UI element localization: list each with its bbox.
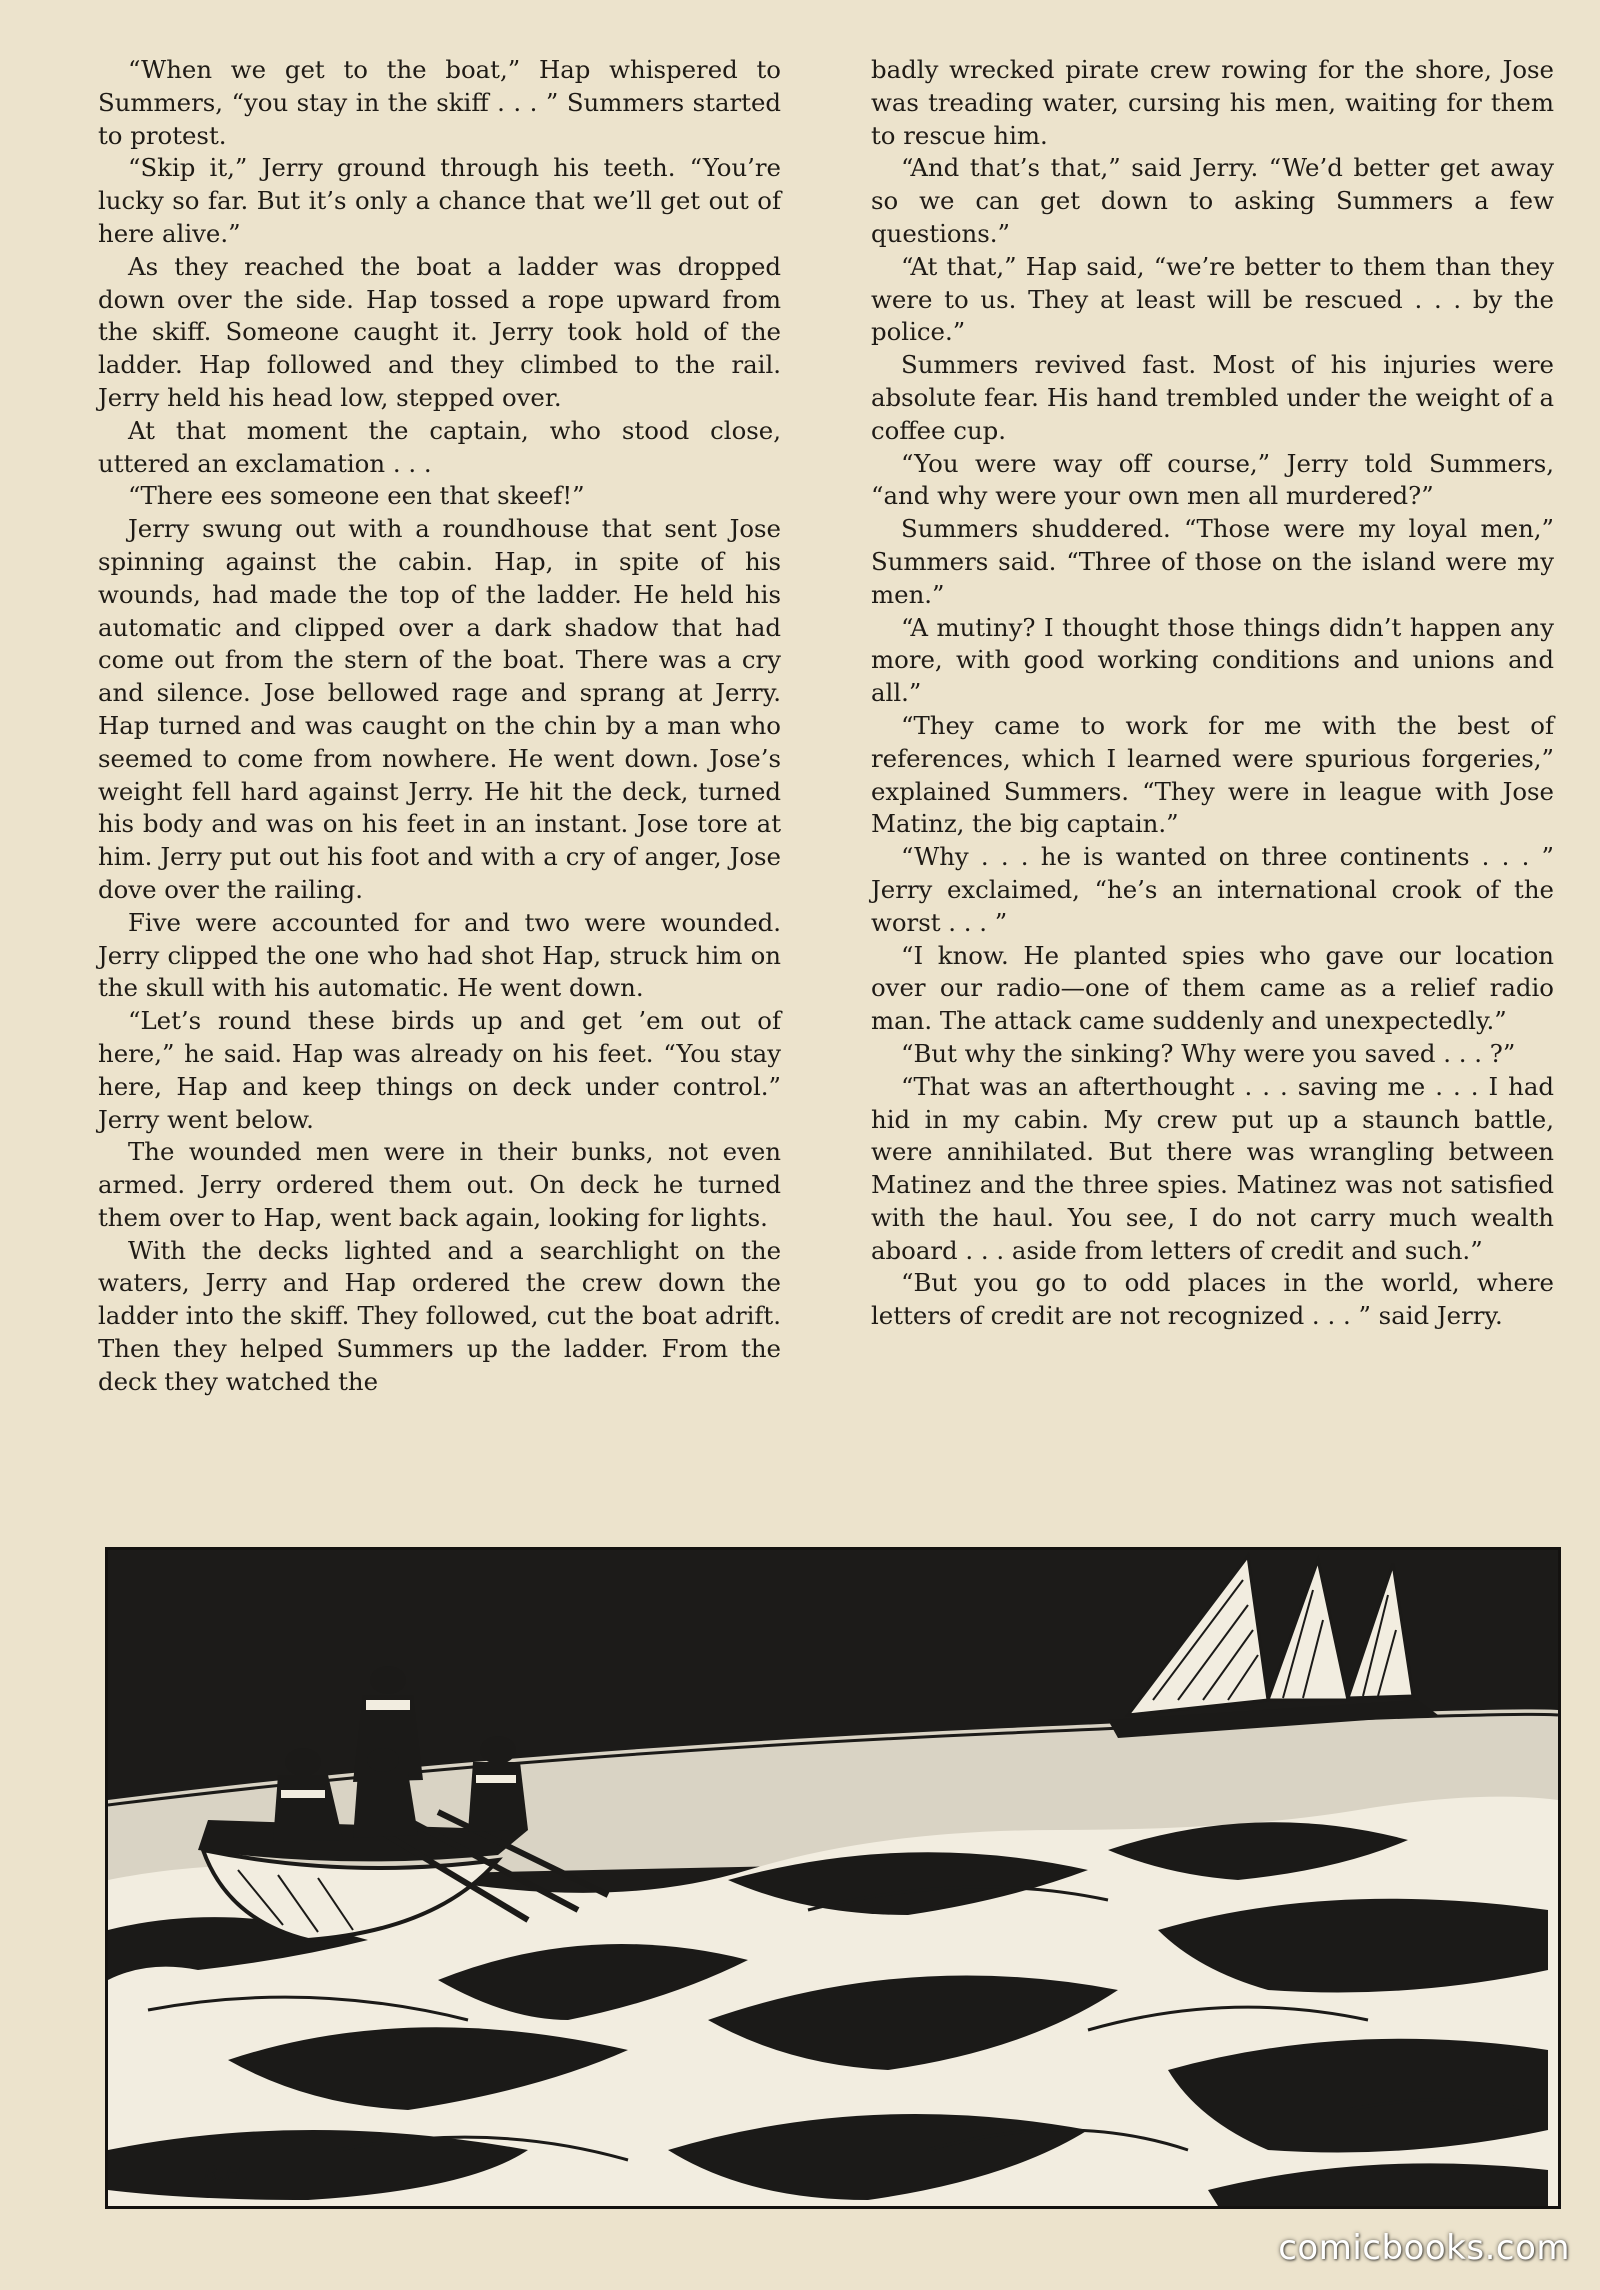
story-paragraph: “Why . . . he is wanted on three continents . . . ” Jerry exclaimed, “he’s an international crook of the worst . . . ”	[871, 842, 1554, 937]
story-text	[98, 54, 1554, 1524]
illustration-art	[108, 1550, 1558, 2206]
story-paragraph: Jerry swung out with a roundhouse that sent Jose spinning against the cabin. Hap, in spite of his wounds, had made the top of the ladder. He held his automatic and clipped over a dark shadow that had come out from the stern of the boat. There was a cry and silence. Jose bellowed rage and sprang at Jerry. Hap turned and was caught on the chin by a man who seemed to come from nowhere. He went down. Jose’s weight fell hard against Jerry. He hit the deck, turned his body and was on his feet in an instant. Jose tore at him. Jerry put out his foot and with a cry of anger, Jose dove over the railing.	[98, 514, 781, 904]
left-column	[98, 54, 781, 1524]
story-paragraph: Summers shuddered. “Those were my loyal men,” Summers said. “Three of those on the island were my men.”	[871, 514, 1554, 609]
story-paragraph: “I know. He planted spies who gave our location over our radio—one of them came as a relief radio man. The attack came suddenly and unexpectedly.”	[871, 940, 1554, 1036]
story-paragraph: “But you go to odd places in the world, where letters of credit are not recognized . . . ” said Jerry.	[871, 1268, 1554, 1331]
story-paragraph: “But why the sinking? Why were you saved . . . ?”	[901, 1038, 1516, 1068]
story-paragraph: “There ees someone een that skeef!”	[128, 481, 585, 511]
story-paragraph: As they reached the boat a ladder was dropped down over the side. Hap tossed a rope upward from the skiff. Someone caught it. Jerry took hold of the ladder. Hap followed and they climbed to the rail. Jerry held his head low, stepped over.	[98, 251, 781, 412]
site-watermark: comicbooks.com	[1278, 2228, 1570, 2268]
story-paragraph: The wounded men were in their bunks, not even armed. Jerry ordered them out. On deck he turned them over to Hap, went back again, looking for lights.	[98, 1137, 781, 1232]
story-paragraph: Summers revived fast. Most of his injuries were absolute fear. His hand trembled under the weight of a coffee cup.	[871, 350, 1554, 445]
story-paragraph: “A mutiny? I thought those things didn’t happen any more, with good working conditions and unions and all.”	[871, 612, 1554, 708]
story-paragraph: Five were accounted for and two were wounded. Jerry clipped the one who had shot Hap, struck him on the skull with his automatic. He went down.	[98, 907, 781, 1003]
story-paragraph: “And that’s that,” said Jerry. “We’d better get away so we can get down to asking Summers a few questions.”	[871, 153, 1554, 248]
story-paragraph: “Skip it,” Jerry ground through his teeth. “You’re lucky so far. But it’s only a chance that we’ll get out of here alive.”	[98, 153, 781, 248]
story-paragraph: “When we get to the boat,” Hap whispered to Summers, “you stay in the skiff . . . ” Summers started to protest.	[98, 55, 781, 150]
right-column	[871, 54, 1554, 1524]
story-paragraph: “You were way off course,” Jerry told Summers, “and why were your own men all murdered?”	[871, 448, 1554, 511]
artist-signature: R.H.	[203, 2161, 249, 2185]
story-paragraph: “At that,” Hap said, “we’re better to them than they were to us. They at least will be rescued . . . by the police.”	[871, 251, 1554, 347]
story-paragraph: badly wrecked pirate crew rowing for the shore, Jose was treading water, cursing his men, waiting for them to rescue him.	[871, 55, 1554, 150]
story-paragraph: At that moment the captain, who stood close, uttered an exclamation . . .	[98, 415, 781, 478]
story-paragraph: “That was an afterthought . . . saving me . . . I had hid in my cabin. My crew put up a staunch battle, were annihilated. But there was wrangling between Matinez and the three spies. Matinez was not satisfied with the haul. You see, I do not carry much wealth aboard . . . aside from letters of credit and such.”	[871, 1071, 1554, 1265]
skiff-illustration	[105, 1547, 1561, 2209]
story-paragraph: “They came to work for me with the best of references, which I learned were spurious forgeries,” explained Summers. “They were in league with Jose Matinz, the big captain.”	[871, 710, 1554, 839]
story-paragraph: “Let’s round these birds up and get ’em out of here,” he said. Hap was already on his feet. “You stay here, Hap and keep things on deck under control.” Jerry went below.	[98, 1006, 781, 1134]
story-paragraph: With the decks lighted and a searchlight on the waters, Jerry and Hap ordered the crew down the ladder into the skiff. They followed, cut the boat adrift. Then they helped Summers up the ladder. From the deck they watched the	[98, 1235, 781, 1396]
